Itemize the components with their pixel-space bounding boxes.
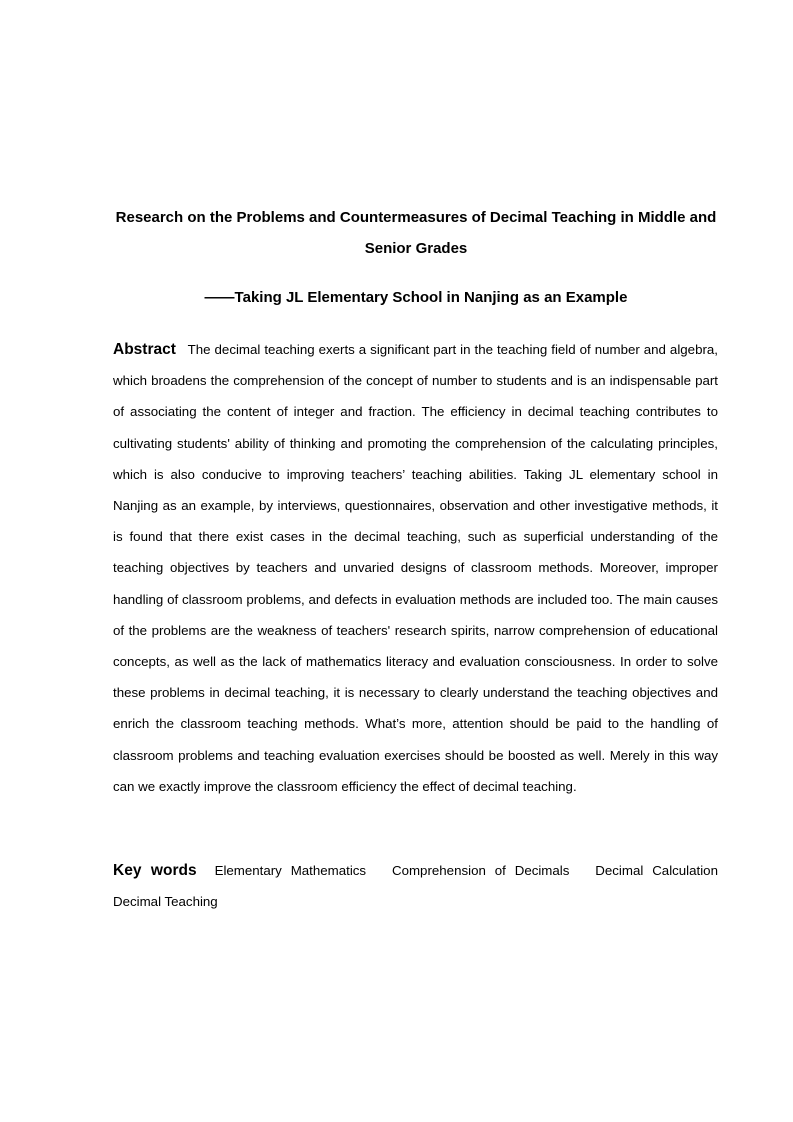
abstract-text: The decimal teaching exerts a significant part in the teaching field of number and algebra, which broadens the comprehension of the concept of number to students and is an indispensable part of associating the content of integer and fraction. The efficiency in decimal teaching contributes to cultivating students' ability of thinking and promoting the comprehension of the calculating principles, which is also conducive to improving teachers’ teaching abilities. Taking JL elementary school in Nanjing as an example, by interviews, questionnaires, observation and other investigative methods, it is found that there exist cases in the decimal teaching, such as superficial understanding of the teaching objectives by teachers and unvaried designs of classroom methods. Moreover, improper handling of classroom problems, and defects in evaluation methods are included too. The main causes of the problems are the weakness of teachers' research spirits, narrow comprehension of educational concepts, as well as the lack of mathematics literacy and evaluation consciousness. In order to solve these problems in decimal teaching, it is necessary to clearly understand the teaching objectives and enrich the classroom teaching methods. What’s more, attention should be paid to the handling of classroom problems and teaching evaluation exercises should be boosted as well. Merely in this way can we exactly improve the classroom efficiency the effect of decimal teaching. bbox=[113, 342, 718, 794]
paper-subtitle: ——Taking JL Elementary School in Nanjing as an Example bbox=[204, 289, 628, 306]
paper-title: Research on the Problems and Countermeasures of Decimal Teaching in Middle and Senior Grades bbox=[115, 209, 717, 257]
abstract-paragraph bbox=[113, 334, 718, 802]
keywords-heading: Key words bbox=[113, 862, 197, 879]
keyword-item: Comprehension of Decimals bbox=[391, 863, 570, 878]
keyword-item: Elementary Mathematics bbox=[214, 863, 367, 878]
abstract-heading: Abstract bbox=[113, 341, 176, 358]
keyword-item: Decimal Teaching bbox=[113, 894, 218, 909]
keyword-item: Decimal Calculation bbox=[595, 863, 718, 878]
keywords-paragraph bbox=[113, 855, 718, 917]
